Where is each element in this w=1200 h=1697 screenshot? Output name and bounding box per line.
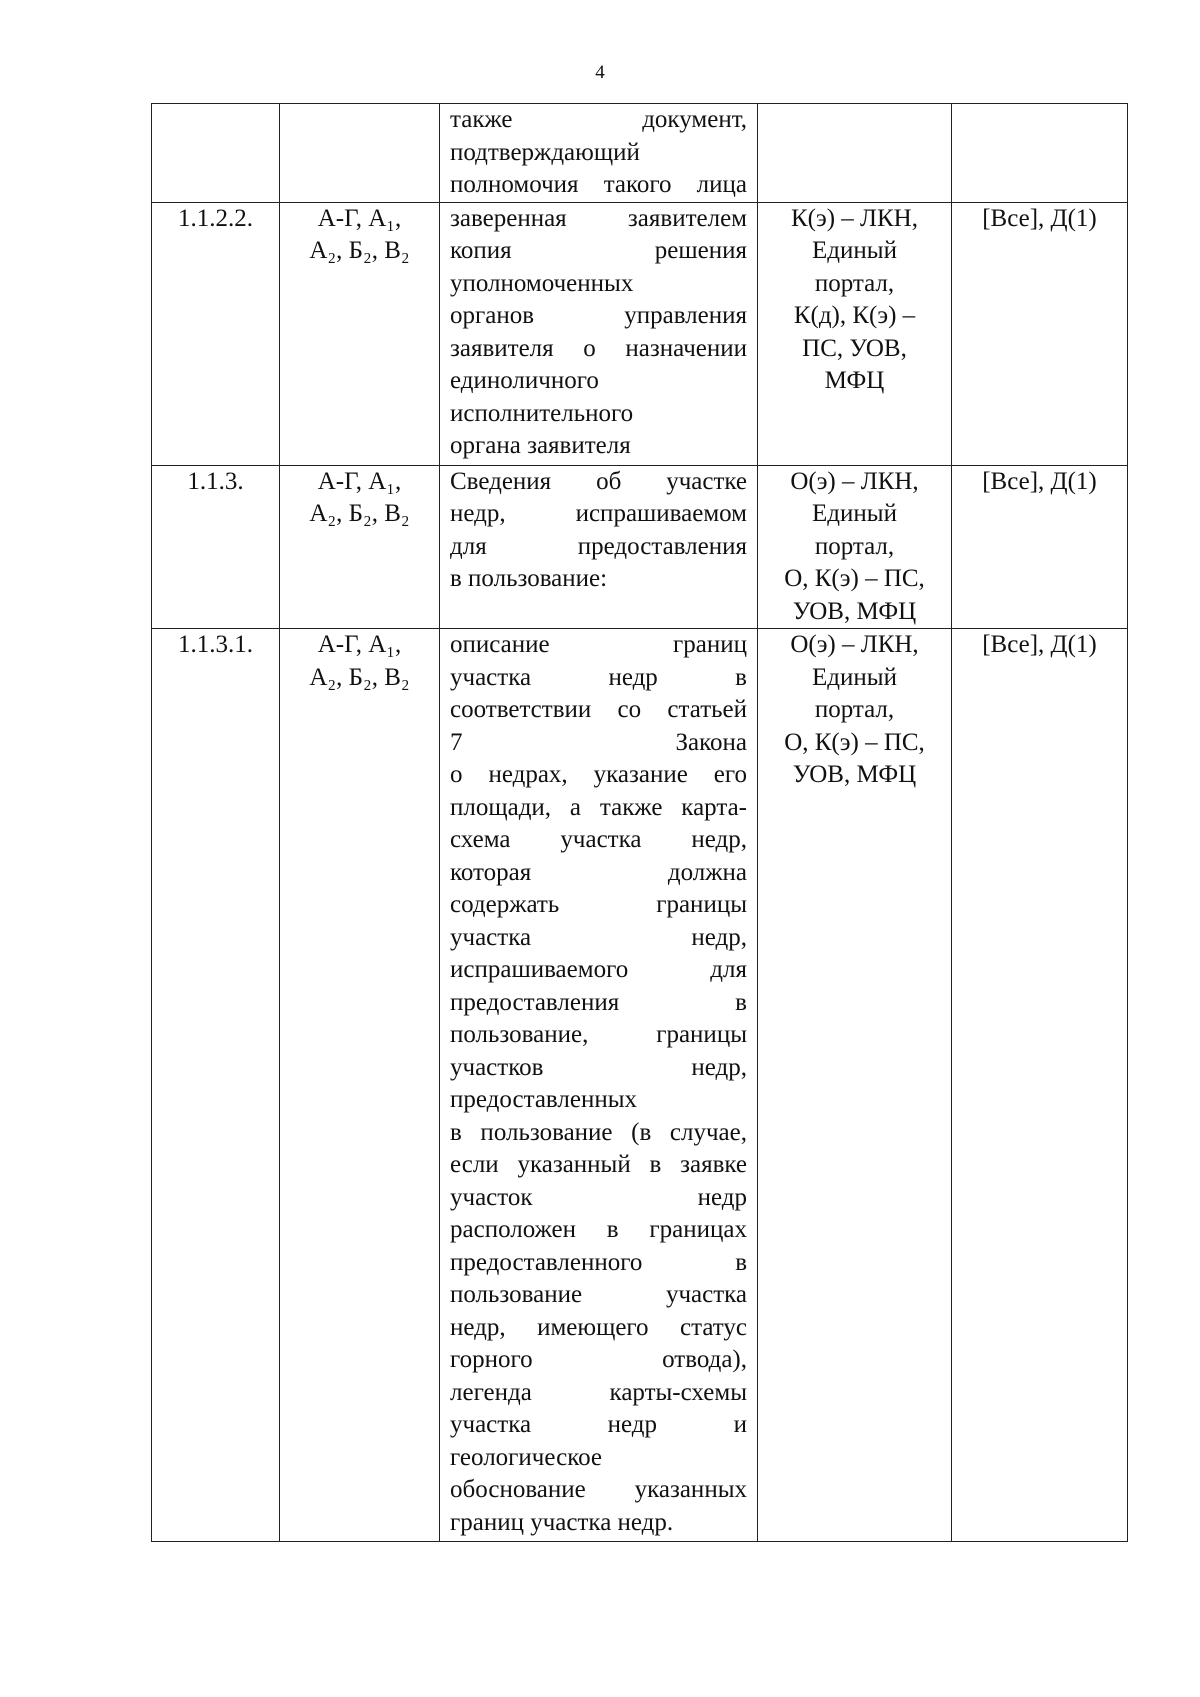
submission-method	[758, 465, 952, 629]
description-line: геологическое	[450, 1443, 602, 1471]
applicant-line: А-Г, А₁,	[317, 631, 402, 658]
description-line: в пользование:	[450, 565, 608, 592]
description-line: уполномоченных	[450, 269, 634, 297]
description-line: заявителя о назначении	[450, 334, 747, 362]
applicant-categories	[280, 202, 440, 465]
description-line: описание границ	[450, 631, 747, 658]
item-number	[152, 104, 280, 203]
submission-line: ПС, УОВ,	[802, 334, 907, 362]
submission-line: портал,	[814, 532, 895, 560]
description-line: содержать границы	[450, 891, 747, 918]
description-cell	[440, 629, 758, 1542]
description-line: участка недр,	[450, 923, 747, 951]
description-line: расположен в границах	[450, 1216, 747, 1243]
description-line: схема участка недр,	[450, 826, 747, 853]
submission-line: О(э) – ЛКН,	[790, 467, 919, 495]
description-line: недр, имеющего статус	[450, 1313, 747, 1341]
page-number: 4	[595, 62, 605, 83]
description-line: пользование, границы	[450, 1021, 747, 1048]
description-line: единоличного	[450, 367, 599, 394]
description-line: обоснование указанных	[450, 1476, 747, 1503]
submission-line: МФЦ	[824, 367, 885, 394]
description-line: органов управления	[450, 302, 747, 329]
procedure-type	[952, 104, 1128, 203]
description-line: полномочия такого лица	[450, 171, 747, 198]
applicant-categories	[280, 465, 440, 629]
description-line: предоставления в	[450, 988, 747, 1016]
submission-line: Единый	[812, 500, 897, 527]
submission-line: Единый	[812, 663, 897, 691]
description-line: подтверждающий	[450, 138, 640, 166]
submission-line: портал,	[814, 696, 895, 723]
table-row	[152, 465, 1128, 629]
procedure-type: [Все], Д(1)	[952, 202, 1128, 465]
description-line: которая должна	[450, 858, 747, 886]
applicant-line: А-Г, А₁,	[317, 204, 402, 232]
table-row	[152, 104, 1128, 203]
description-line: участок недр	[450, 1183, 747, 1211]
description-line: исполнительного	[450, 399, 634, 427]
applicant-line: А₂, Б₂, В₂	[309, 237, 410, 264]
description-line: Сведения об участке	[450, 467, 747, 495]
description-line: также документ,	[450, 106, 747, 133]
item-number: 1.1.3.	[152, 465, 280, 629]
submission-line: О, К(э) – ПС,	[784, 728, 925, 756]
submission-line: Единый	[812, 237, 897, 264]
description-line: предоставленного в	[450, 1248, 747, 1276]
document-table	[151, 103, 1128, 1542]
item-number: 1.1.2.2.	[152, 202, 280, 465]
description-line: соответствии со статьей	[450, 696, 747, 723]
submission-line: О, К(э) – ПС,	[784, 565, 925, 592]
description-cell	[440, 465, 758, 629]
description-line: 7 Закона	[450, 728, 747, 756]
applicant-line: А₂, Б₂, В₂	[309, 663, 410, 691]
description-line: горного отвода),	[450, 1346, 747, 1373]
description-line: о недрах, указание его	[450, 761, 747, 788]
description-cell	[440, 104, 758, 203]
procedure-type: [Все], Д(1)	[952, 465, 1128, 629]
submission-line: портал,	[814, 269, 895, 297]
description-cell	[440, 202, 758, 465]
description-line: границ участка недр.	[450, 1508, 674, 1536]
applicant-line: А₂, Б₂, В₂	[309, 500, 410, 527]
table-row	[152, 629, 1128, 1542]
description-line: участков недр,	[450, 1053, 747, 1081]
description-line: легенда карты-схемы	[450, 1378, 747, 1406]
submission-line: К(д), К(э) –	[793, 302, 916, 329]
description-line: площади, а также карта-	[450, 793, 747, 821]
description-line: участка недр в	[450, 663, 747, 691]
description-line: участка недр и	[450, 1411, 747, 1438]
description-line: предоставленных	[450, 1086, 638, 1113]
description-line: пользование участка	[450, 1281, 747, 1308]
description-line: заверенная заявителем	[450, 204, 747, 232]
item-number: 1.1.3.1.	[152, 629, 280, 1542]
description-line: в пользование (в случае,	[450, 1118, 747, 1146]
submission-line: УОВ, МФЦ	[792, 597, 917, 625]
submission-method	[758, 202, 952, 465]
submission-method	[758, 104, 952, 203]
description-line: испрашиваемого для	[450, 956, 747, 983]
applicant-line: А-Г, А₁,	[317, 467, 402, 495]
submission-line: УОВ, МФЦ	[792, 761, 917, 788]
applicant-categories	[280, 104, 440, 203]
description-line: копия решения	[450, 237, 747, 264]
submission-method	[758, 629, 952, 1542]
description-line: органа заявителя	[450, 432, 631, 459]
description-line: если указанный в заявке	[450, 1151, 747, 1178]
description-line: для предоставления	[450, 532, 747, 560]
applicant-categories	[280, 629, 440, 1542]
description-line: недр, испрашиваемом	[450, 500, 747, 527]
submission-line: О(э) – ЛКН,	[790, 631, 919, 658]
procedure-type: [Все], Д(1)	[952, 629, 1128, 1542]
submission-line: К(э) – ЛКН,	[791, 204, 918, 232]
table-row	[152, 202, 1128, 465]
